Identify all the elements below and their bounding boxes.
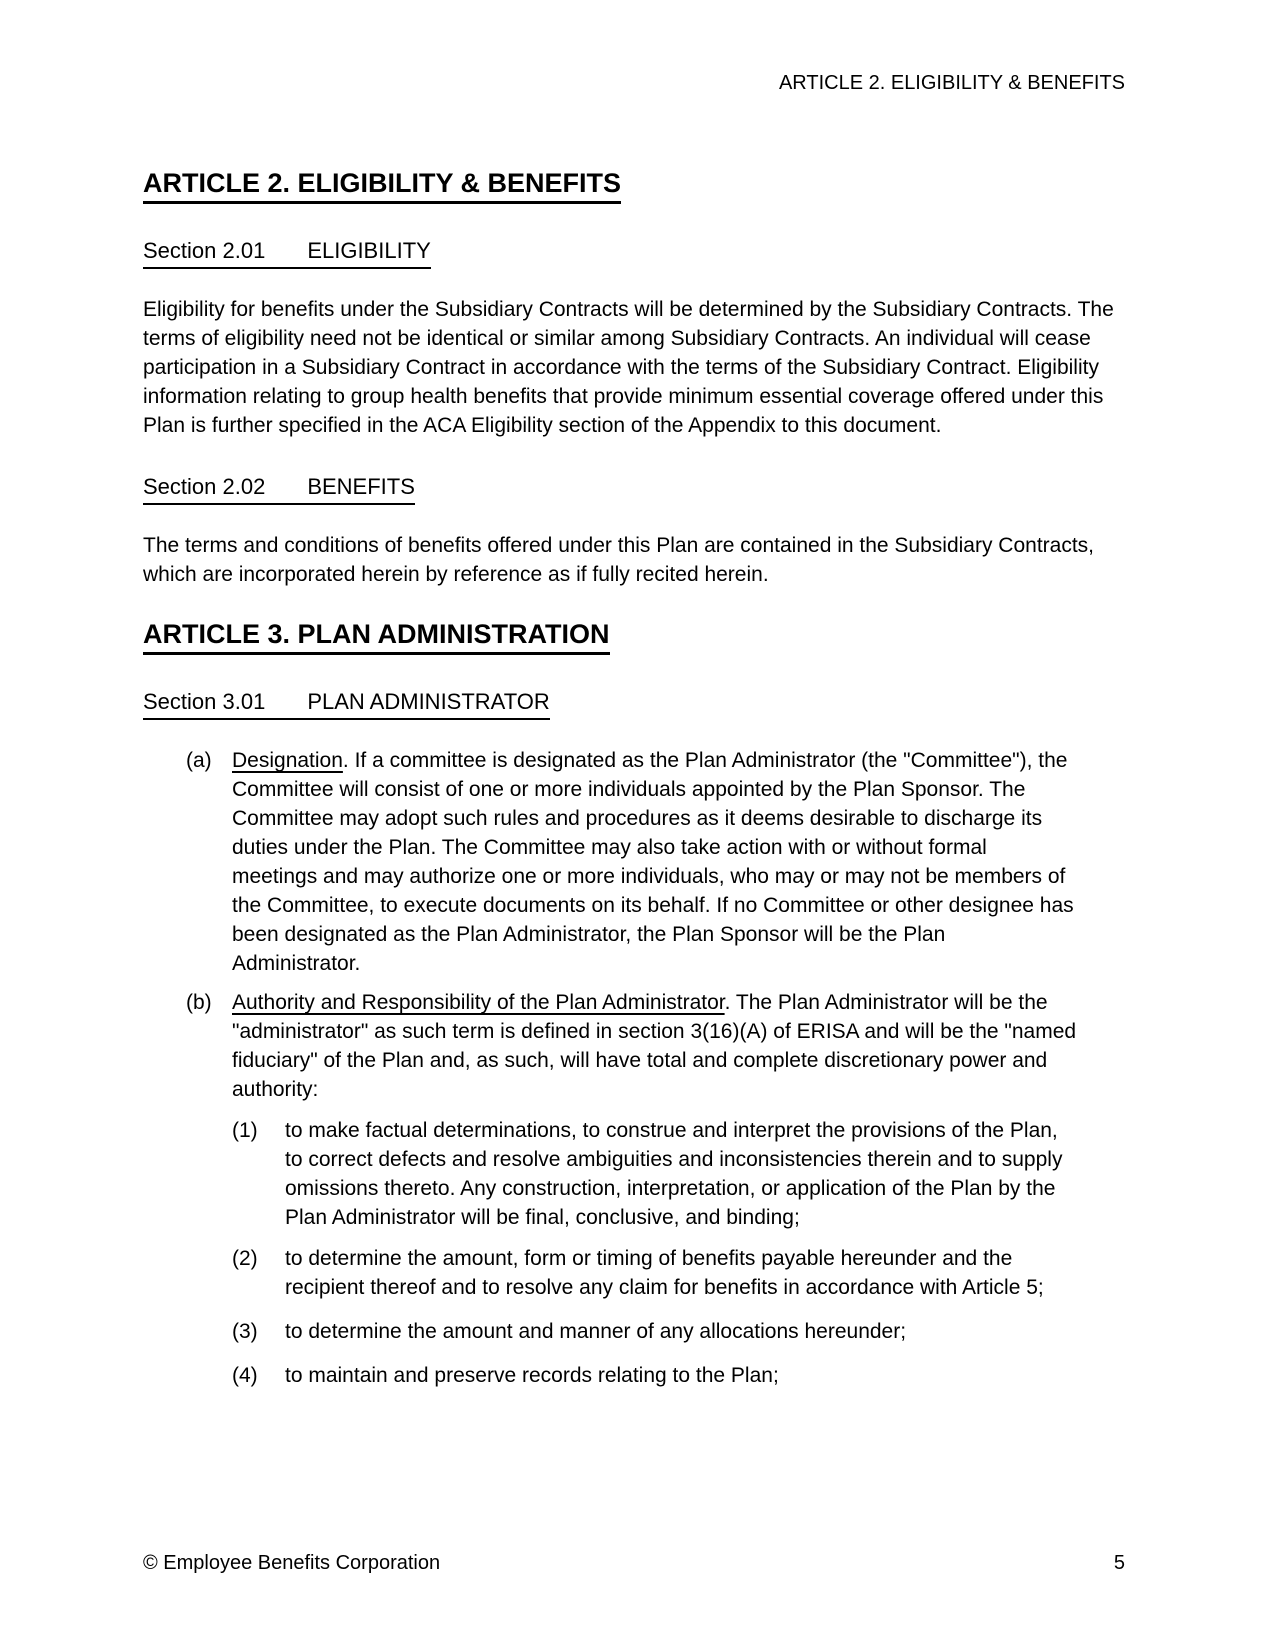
numbered-item-1-text: to make factual determinations, to construe and interpret the provisions of the Plan, to correct defects and resolve ambiguities and inconsistencies therein and to supply omissions thereto. Any construction, interpretation, or application of the Plan by the Plan Administrator will be final, conclusive, and binding; [285, 1119, 1063, 1229]
list-item-a-marker: (a) [186, 749, 212, 772]
section-2-01-title: ELIGIBILITY [307, 238, 431, 263]
article-2-heading-text: ARTICLE 2. ELIGIBILITY & BENEFITS [143, 166, 621, 204]
list-item-a-lead: Designation [232, 749, 343, 772]
list-item-a [186, 746, 1125, 978]
section-3-01-label: Section 3.01 [143, 689, 266, 714]
list-item-b-text [232, 988, 1077, 1104]
numbered-item-2 [232, 1244, 1125, 1302]
list-item-b-marker: (b) [186, 991, 212, 1014]
section-2-01-heading [143, 236, 1125, 269]
numbered-item-3-marker: (3) [232, 1320, 258, 1343]
numbered-item-3 [232, 1317, 1125, 1346]
article-3-heading [143, 617, 1125, 655]
numbered-item-3-text: to determine the amount and manner of any allocations hereunder; [285, 1320, 907, 1343]
section-2-02-heading [143, 472, 1125, 505]
list-item-a-body: . If a committee is designated as the Plan Administrator (the "Committee"), the Committee will consist of one or more individuals appointed by the Plan Sponsor. The Committee may adopt such rules and procedures as it deems desirable to discharge its duties under the Plan. The Committee may also take action with or without formal meetings and may authorize one or more individuals, who may or may not be members of the Committee, to execute documents on its behalf. If no Committee or other designee has been designated as the Plan Administrator, the Plan Sponsor will be the Plan Administrator. [232, 749, 1074, 975]
numbered-item-1-marker: (1) [232, 1119, 258, 1142]
section-2-01-body: Eligibility for benefits under the Subsidiary Contracts will be determined by the Subsidiary Contracts. The terms of eligibility need not be identical or similar among Subsidiary Contracts. An individual will cease participation in a Subsidiary Contract in accordance with the terms of the Subsidiary Contract. Eligibility information relating to group health benefits that provide minimum essential coverage offered under this Plan is further specified in the ACA Eligibility section of the Appendix to this document. [143, 298, 1114, 437]
numbered-item-4-marker: (4) [232, 1364, 258, 1387]
list-item-a-text [232, 746, 1077, 978]
section-2-01-heading-box [143, 236, 431, 269]
list-item-b [186, 988, 1125, 1104]
section-3-01-heading-box [143, 687, 550, 720]
section-3-01-heading [143, 687, 1125, 720]
numbered-item-4 [232, 1361, 1125, 1390]
section-2-02-title: BENEFITS [307, 474, 415, 499]
numbered-item-4-text: to maintain and preserve records relating to the Plan; [285, 1364, 779, 1387]
running-header: ARTICLE 2. ELIGIBILITY & BENEFITS [778, 72, 1125, 94]
section-2-01-label: Section 2.01 [143, 238, 266, 263]
article-2-heading [143, 166, 1125, 204]
list-item-b-body: . The Plan Administrator will be the "administrator" as such term is defined in section 3(16)(A) of ERISA and will be the "named fiduciary" of the Plan and, as such, will have total and complete discretionary power and authority: [232, 991, 1077, 1101]
numbered-item-1 [232, 1116, 1125, 1232]
section-2-02-body: The terms and conditions of benefits offered under this Plan are contained in the Subsidiary Contracts, which are incorporated herein by reference as if fully recited herein. [143, 534, 1094, 586]
footer-copyright: © Employee Benefits Corporation [143, 1552, 441, 1574]
section-2-02-label: Section 2.02 [143, 474, 266, 499]
page-footer [143, 1550, 1125, 1576]
section-2-02-heading-box [143, 472, 415, 505]
numbered-item-2-marker: (2) [232, 1247, 258, 1270]
list-item-b-lead: Authority and Responsibility of the Plan Administrator [232, 991, 725, 1014]
numbered-item-2-text: to determine the amount, form or timing of benefits payable hereunder and the recipient thereof and to resolve any claim for benefits in accordance with Article 5; [285, 1247, 1044, 1299]
footer-page-number: 5 [1113, 1552, 1125, 1574]
article-3-heading-text: ARTICLE 3. PLAN ADMINISTRATION [143, 617, 610, 655]
section-3-01-title: PLAN ADMINISTRATOR [307, 689, 550, 714]
